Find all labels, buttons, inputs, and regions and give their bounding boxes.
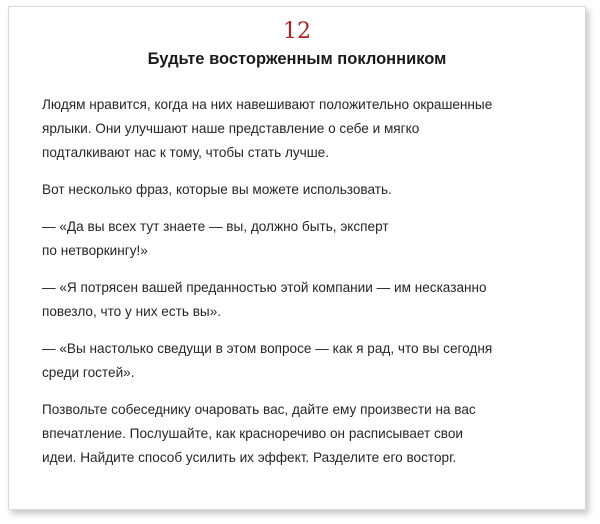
paragraph-quote-3 [42,337,562,385]
text-line: — «Вы настолько сведущи в этом вопросе — как я рад, что вы сегодня [42,341,493,356]
paragraph-quote-1 [42,215,562,263]
chapter-body [42,93,562,483]
text-line: Позвольте собеседнику очаровать вас, дайте ему произвести на вас [42,402,476,417]
text-line: Людям нравится, когда на них навешивают положительно окрашенные [42,97,493,112]
text-line: по нетворкингу!» [42,243,148,258]
text-line: подталкивают нас к тому, чтобы стать лучше. [42,145,329,160]
text-line: идеи. Найдите способ усилить их эффект. Разделите его восторг. [42,450,457,465]
text-line: — «Да вы всех тут знаете — вы, должно быть, эксперт [42,219,389,234]
text-line: впечатление. Послушайте, как красноречиво он расписывает свои [42,426,464,441]
text-line: ярлыки. Они улучшают наше представление о себе и мягко [42,121,420,136]
text-line: повезло, что у них есть вы». [42,304,222,319]
text-line: — «Я потрясен вашей преданностью этой компании — им несказанно [42,280,487,295]
paragraph-conclusion [42,398,562,470]
text-line: среди гостей». [42,365,135,380]
chapter-number: 12 [283,19,311,44]
paragraph-phrases-intro [42,178,562,202]
text-line: Вот несколько фраз, которые вы можете использовать. [42,182,392,197]
paragraph-quote-2 [42,276,562,324]
chapter-title: Будьте восторженным поклонником [147,50,447,68]
book-page [8,6,586,510]
paragraph-intro [42,93,562,165]
